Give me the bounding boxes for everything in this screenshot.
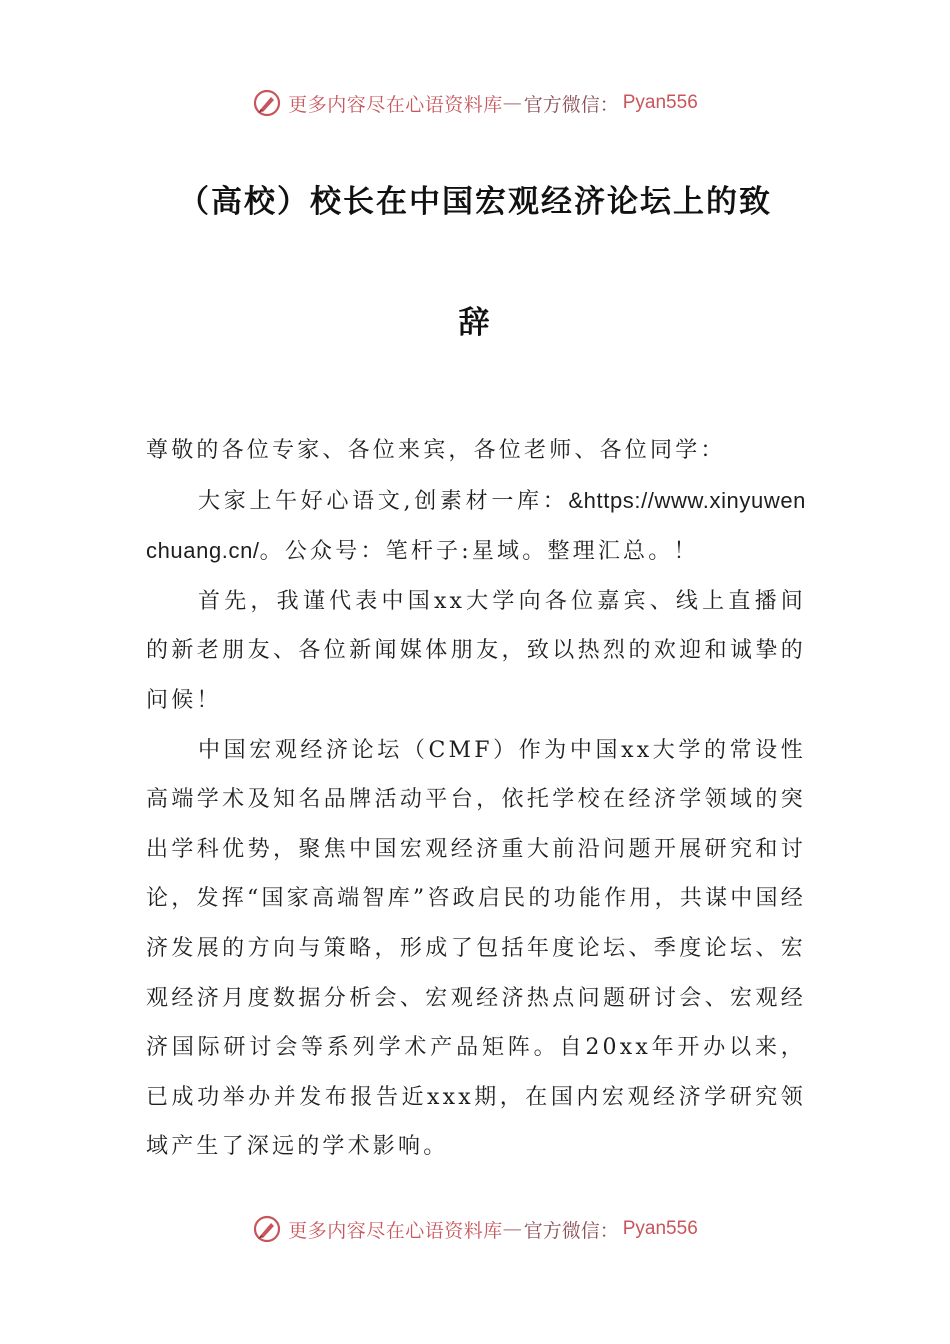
banner-official-label: 官方微信： xyxy=(523,1219,619,1242)
banner-separator: — xyxy=(502,92,522,114)
intro-url-link[interactable]: &https://www.xinyuwenchuang.cn/ xyxy=(146,487,806,564)
document-title-line2: 辞 xyxy=(458,305,492,341)
welcome-paragraph: 首先，我谨代表中国xx大学向各位嘉宾、线上直播间的新老朋友、各位新闻媒体朋友，致以热烈的欢迎和诚挚的问候！ xyxy=(146,588,806,713)
banner-wechat-id: Pyan556 xyxy=(622,1218,698,1239)
banner-separator: — xyxy=(502,1218,522,1240)
banner-text: 更多内容尽在心语资料库 xyxy=(288,93,503,116)
header-banner xyxy=(0,83,950,123)
greeting-paragraph: 尊敬的各位专家、各位来宾，各位老师、各位同学： xyxy=(146,438,726,463)
banner-text: 更多内容尽在心语资料库 xyxy=(288,1219,503,1242)
forum-paragraph: 中国宏观经济论坛（CMF）作为中国xx大学的常设性高端学术及知名品牌活动平台，依托学校在经济学领域的突出学科优势，聚焦中国宏观经济重大前沿问题开展研究和讨论，发挥“国家高端智库”咨政启民的功能作用，共谋中国经济发展的方向与策略，形成了包括年度论坛、季度论坛、宏观经济月度数据分析会、宏观经济热点问题研讨会、宏观经济国际研讨会等系列学术产品矩阵。自20xx年开办以来，已成功举办并发布报告近xxx期，在国内宏观经济学研究领域产生了深远的学术影响。 xyxy=(146,737,806,1160)
intro-suffix: 。公众号：笔杆子:星域。整理汇总。！ xyxy=(259,539,699,565)
footer-banner xyxy=(0,1209,950,1249)
intro-paragraph xyxy=(146,476,806,577)
document-title-line1: （高校）校长在中国宏观经济论坛上的致 xyxy=(178,184,772,220)
banner-official-label: 官方微信： xyxy=(523,93,619,116)
banner-wechat-id: Pyan556 xyxy=(622,92,698,113)
document-body xyxy=(146,426,806,1172)
pen-logo-icon xyxy=(252,88,282,118)
pen-logo-icon xyxy=(252,1214,282,1244)
intro-prefix: 大家上午好心语文,创素材一库： xyxy=(198,488,569,514)
